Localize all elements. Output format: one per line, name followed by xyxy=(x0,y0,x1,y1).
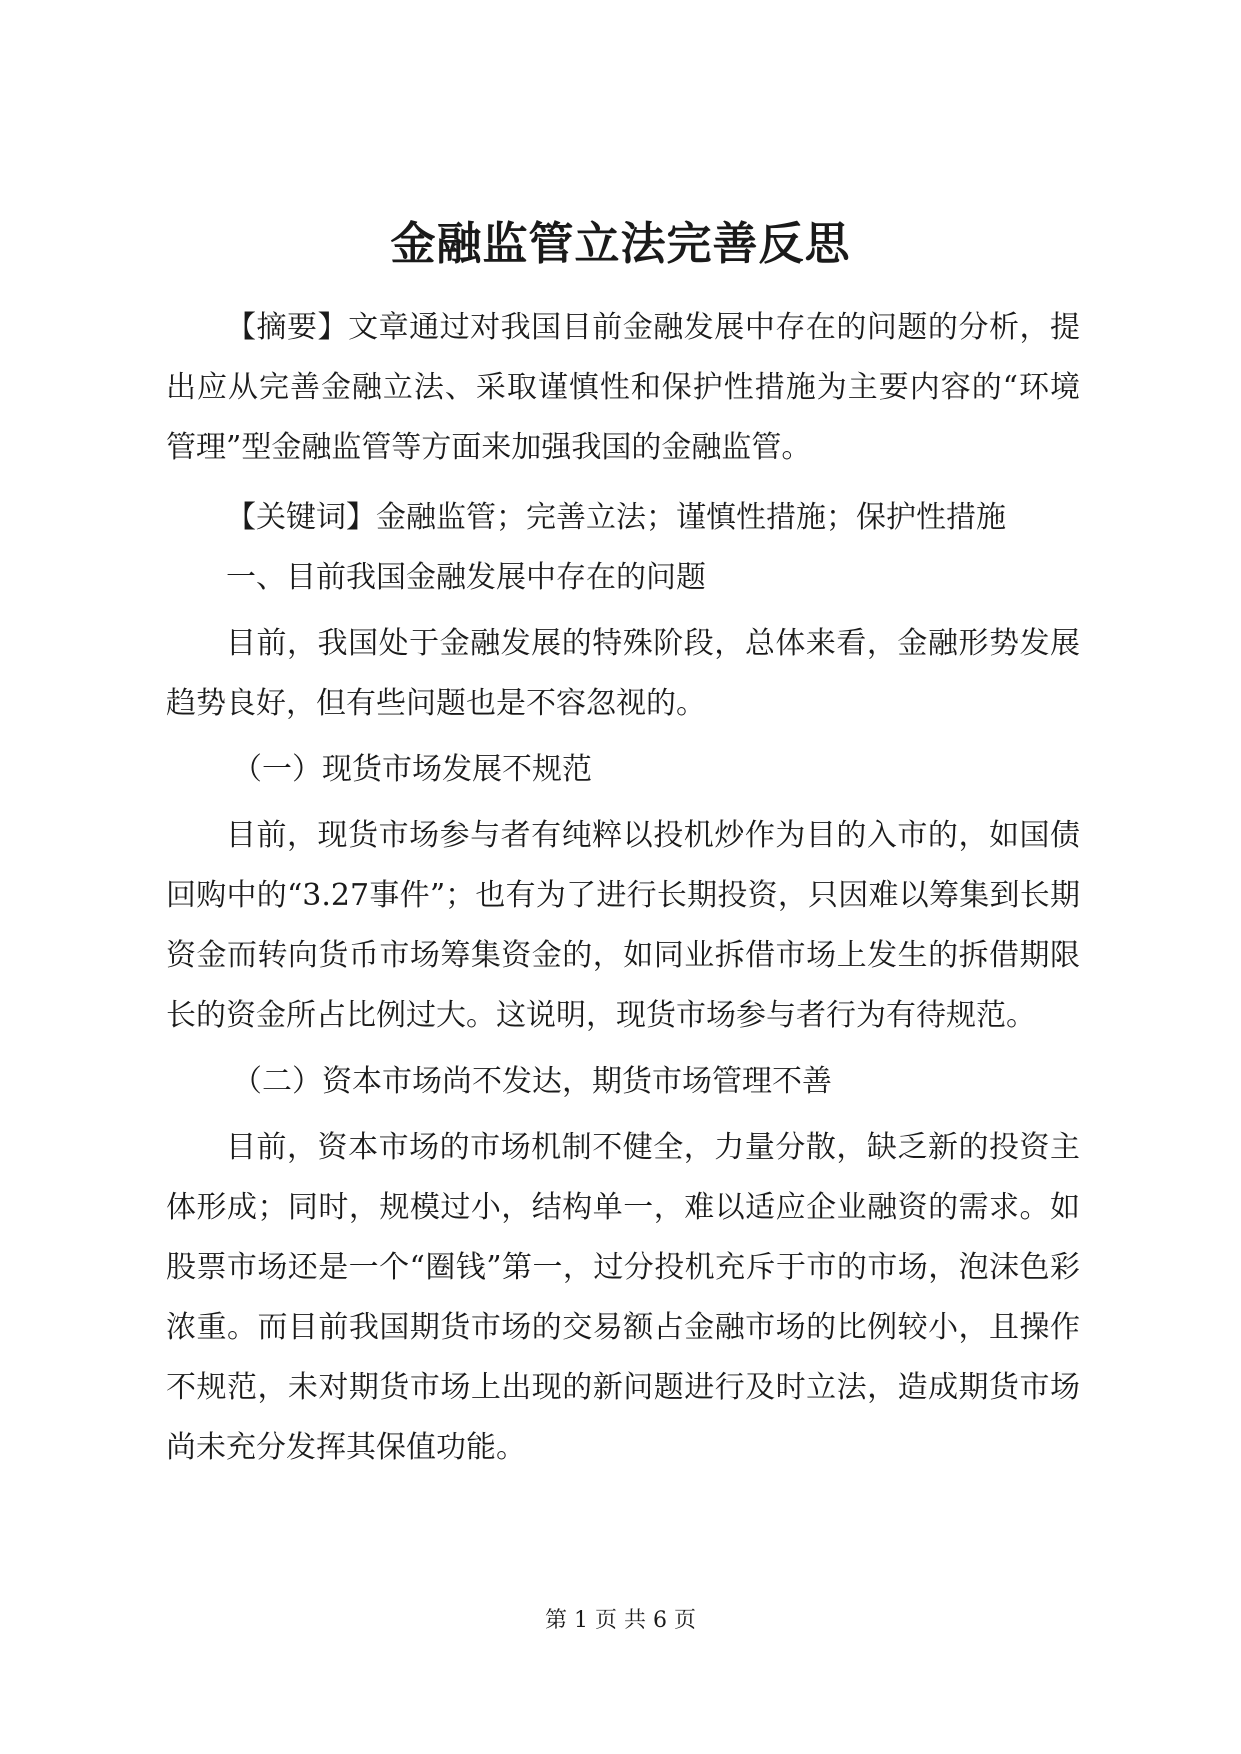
subsection-heading-1: （一）现货市场发展不规范 xyxy=(232,752,592,787)
subsection-2-paragraph: 目前，资本市场的市场机制不健全，力量分散，缺乏新的投资主体形成；同时，规模过小，结构单一，难以适应企业融资的需求。如股票市场还是一个“圈钱”第一，过分投机充斥于市的市场，泡沫色彩浓重。而目前我国期货市场的交易额占金融市场的比例较小，且操作不规范，未对期货市场上出现的新问题进行及时立法，造成期货市场尚未充分发挥其保值功能。 xyxy=(166,1130,1080,1465)
keywords-paragraph: 【关键词】金融监管；完善立法；谨慎性措施；保护性措施 xyxy=(226,500,1006,535)
abstract-paragraph: 【摘要】文章通过对我国目前金融发展中存在的问题的分析，提出应从完善金融立法、采取谨慎性和保护性措施为主要内容的“环境管理”型金融监管等方面来加强我国的金融监管。 xyxy=(166,310,1080,465)
section-1-intro-paragraph: 目前，我国处于金融发展的特殊阶段，总体来看，金融形势发展趋势良好，但有些问题也是不容忽视的。 xyxy=(166,626,1080,721)
subsection-1-paragraph: 目前，现货市场参与者有纯粹以投机炒作为目的入市的，如国债回购中的“3.27事件”；也有为了进行长期投资，只因难以筹集到长期资金而转向货币市场筹集资金的，如同业拆借市场上发生的拆借期限长的资金所占比例过大。这说明，现货市场参与者行为有待规范。 xyxy=(166,818,1080,1033)
document-title: 金融监管立法完善反思 xyxy=(390,217,851,270)
subsection-heading-2: （二）资本市场尚不发达，期货市场管理不善 xyxy=(232,1064,832,1099)
section-heading-1: 一、目前我国金融发展中存在的问题 xyxy=(226,560,706,595)
page-footer: 第 1 页 共 6 页 xyxy=(545,1608,696,1633)
document-body xyxy=(166,298,1080,1478)
